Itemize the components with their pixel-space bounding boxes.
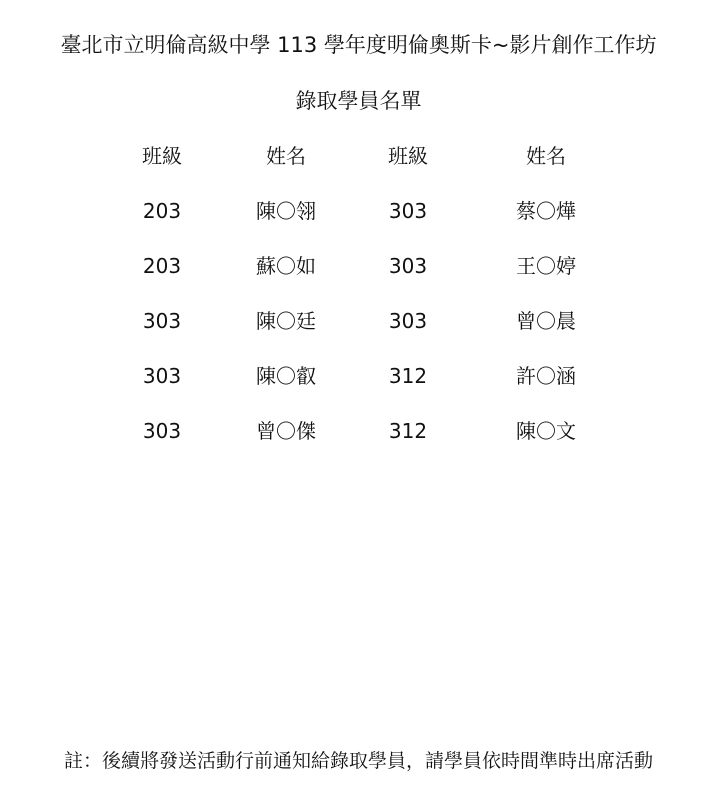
header-name-right: 姓名 (526, 144, 566, 168)
table-row (0, 307, 717, 362)
document-title: 臺北市立明倫高級中學 113 學年度明倫奧斯卡~影片創作工作坊 (60, 33, 657, 57)
name-cell: 曾〇晨 (516, 309, 576, 333)
name-cell: 陳〇廷 (256, 309, 316, 333)
name-cell: 許〇涵 (516, 364, 576, 388)
class-cell: 303 (388, 309, 428, 333)
table-row (0, 417, 717, 472)
class-cell: 303 (388, 199, 428, 223)
table-row (0, 362, 717, 417)
name-cell: 陳〇文 (516, 419, 576, 443)
class-cell: 303 (142, 364, 182, 388)
class-cell: 303 (142, 309, 182, 333)
header-class-right: 班級 (388, 144, 428, 168)
footer-note: 註：後續將發送活動行前通知給錄取學員，請學員依時間準時出席活動 (63, 750, 653, 772)
class-cell: 203 (142, 254, 182, 278)
header-name-left: 姓名 (266, 144, 306, 168)
header-class-left: 班級 (142, 144, 182, 168)
table-row (0, 252, 717, 307)
name-cell: 陳〇叡 (256, 364, 316, 388)
class-cell: 303 (142, 419, 182, 443)
table-header-row (0, 142, 717, 197)
table-row (0, 197, 717, 252)
name-cell: 蔡〇燁 (516, 199, 576, 223)
class-cell: 303 (388, 254, 428, 278)
name-cell: 王〇婷 (516, 254, 576, 278)
admission-roster-table (0, 142, 717, 472)
name-cell: 曾〇傑 (256, 419, 316, 443)
name-cell: 蘇〇如 (256, 254, 316, 278)
class-cell: 312 (388, 364, 428, 388)
class-cell: 312 (388, 419, 428, 443)
name-cell: 陳〇翎 (256, 199, 316, 223)
class-cell: 203 (142, 199, 182, 223)
document-subtitle: 錄取學員名單 (295, 89, 422, 113)
